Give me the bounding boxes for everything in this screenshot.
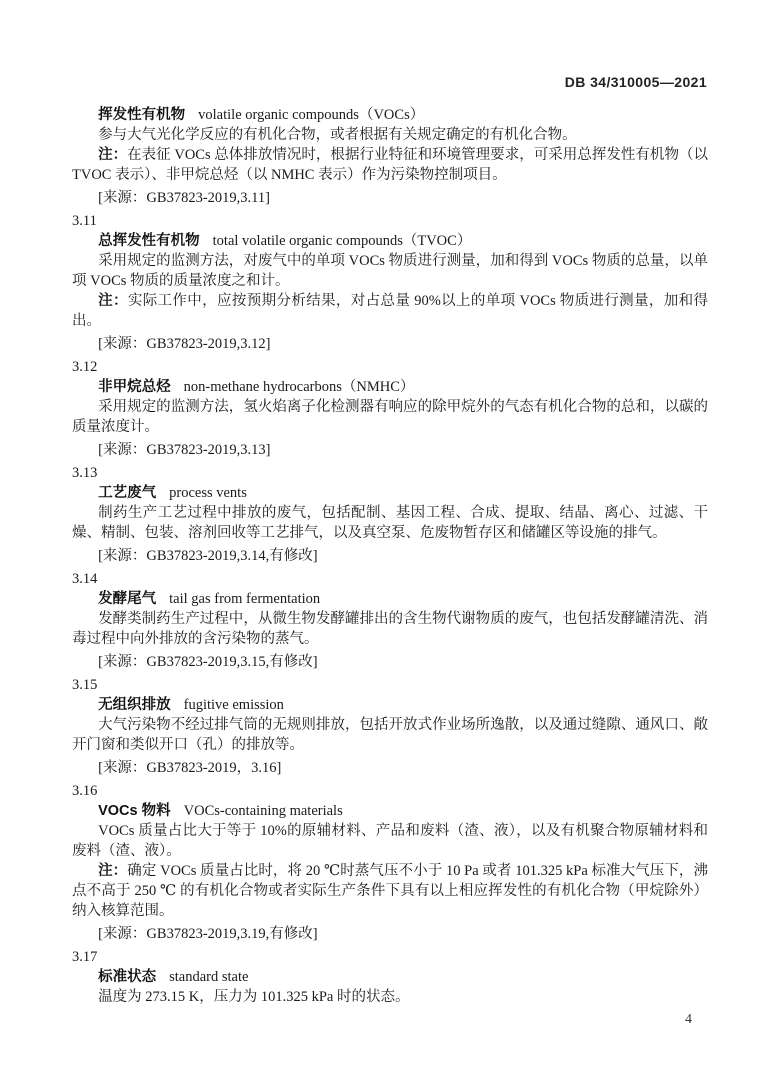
term-section-vocs [72, 105, 708, 208]
term-english: total volatile organic compounds（TVOC） [212, 233, 472, 249]
note-paragraph [72, 291, 708, 331]
term-english: volatile organic compounds（VOCs） [198, 107, 425, 123]
section-number: 3.14 [72, 571, 98, 587]
term-section-3-11 [72, 211, 708, 354]
source-reference: [来源：GB37823-2019,3.15,有修改] [98, 654, 318, 670]
term-section-3-13 [72, 463, 708, 566]
page-content [72, 74, 708, 1007]
note-paragraph [72, 145, 708, 185]
definition-paragraph: 制药生产工艺过程中排放的废气，包括配制、基因工程、合成、提取、结晶、离心、过滤、干燥、精制、包装、溶剂回收等工艺排气，以及真空泵、危废物暂存区和储罐区等设施的排气。 [72, 505, 708, 541]
source-reference: [来源：GB37823-2019,3.14,有修改] [98, 548, 318, 564]
term-chinese: 工艺废气 [98, 485, 157, 501]
section-number: 3.12 [72, 359, 98, 375]
term-heading [72, 695, 708, 715]
term-english: tail gas from fermentation [169, 591, 321, 607]
definition-paragraph: VOCs 质量占比大于等于 10%的原辅材料、产品和废料（渣、液），以及有机聚合物原辅材料和废料（渣、液）。 [72, 823, 708, 859]
term-chinese: 标准状态 [98, 969, 157, 985]
definition-paragraph: 温度为 273.15 K，压力为 101.325 kPa 时的状态。 [98, 989, 410, 1005]
term-heading [72, 589, 708, 609]
term-chinese: 发酵尾气 [98, 591, 157, 607]
term-english: process vents [169, 485, 247, 501]
note-text: 实际工作中，应按预期分析结果，对占总量 90%以上的单项 VOCs 物质进行测量，加和得出。 [72, 293, 708, 329]
source-reference: [来源：GB37823-2019,3.11] [98, 190, 270, 206]
term-section-3-14 [72, 569, 708, 672]
section-number: 3.17 [72, 949, 98, 965]
term-section-3-16 [72, 781, 708, 944]
term-section-3-15 [72, 675, 708, 778]
note-label: 注： [98, 863, 128, 879]
definition-paragraph: 采用规定的监测方法，对废气中的单项 VOCs 物质进行测量，加和得到 VOCs 物质的总量，以单项 VOCs 物质的质量浓度之和计。 [72, 253, 708, 289]
term-section-3-12 [72, 357, 708, 460]
note-paragraph [72, 861, 708, 921]
document-code: DB 34/310005—2021 [564, 74, 707, 90]
page-number: 4 [685, 1012, 692, 1027]
term-english: non-methane hydrocarbons（NMHC） [183, 379, 415, 395]
term-english: VOCs-containing materials [183, 803, 343, 819]
section-number: 3.13 [72, 465, 98, 481]
source-reference: [来源：GB37823-2019，3.16] [98, 760, 282, 776]
section-number: 3.15 [72, 677, 98, 693]
definition-paragraph: 大气污染物不经过排气筒的无规则排放，包括开放式作业场所逸散，以及通过缝隙、通风口、敞开门窗和类似开口（孔）的排放等。 [72, 717, 708, 753]
note-label: 注： [98, 293, 128, 309]
term-chinese: 非甲烷总烃 [98, 379, 171, 395]
term-heading [72, 231, 708, 251]
term-english: fugitive emission [183, 697, 284, 713]
section-number: 3.16 [72, 783, 98, 799]
note-label: 注： [98, 147, 128, 163]
term-section-3-17 [72, 947, 708, 1007]
term-heading [72, 483, 708, 503]
source-reference: [来源：GB37823-2019,3.19,有修改] [98, 926, 318, 942]
note-text: 在表征 VOCs 总体排放情况时，根据行业特征和环境管理要求，可采用总挥发性有机物（以 TVOC 表示）、非甲烷总烃（以 NMHC 表示）作为污染物控制项目。 [72, 147, 708, 183]
definition-paragraph: 参与大气光化学反应的有机化合物，或者根据有关规定确定的有机化合物。 [98, 127, 577, 143]
source-reference: [来源：GB37823-2019,3.12] [98, 336, 271, 352]
term-heading [72, 105, 708, 125]
section-number: 3.11 [72, 213, 97, 229]
term-heading [72, 967, 708, 987]
definition-paragraph: 发酵类制药生产过程中，从微生物发酵罐排出的含生物代谢物质的废气，也包括发酵罐清洗、消毒过程中向外排放的含污染物的蒸气。 [72, 611, 708, 647]
note-text: 确定 VOCs 质量占比时，将 20 ℃时蒸气压不小于 10 Pa 或者 101.325 kPa 标准大气压下，沸点不高于 250 ℃ 的有机化合物或者实际生产条件下具有以上相应挥发性的有机化合物（甲烷除外）纳入核算范围。 [72, 863, 708, 919]
term-chinese: 无组织排放 [98, 697, 171, 713]
term-english: standard state [169, 969, 249, 985]
term-chinese: 挥发性有机物 [98, 107, 186, 123]
source-reference: [来源：GB37823-2019,3.13] [98, 442, 271, 458]
term-chinese: 总挥发性有机物 [98, 233, 200, 249]
term-chinese: VOCs 物料 [98, 803, 171, 819]
term-heading [72, 377, 708, 397]
term-heading [72, 801, 708, 821]
definition-paragraph: 采用规定的监测方法，氢火焰离子化检测器有响应的除甲烷外的气态有机化合物的总和，以碳的质量浓度计。 [72, 399, 708, 435]
